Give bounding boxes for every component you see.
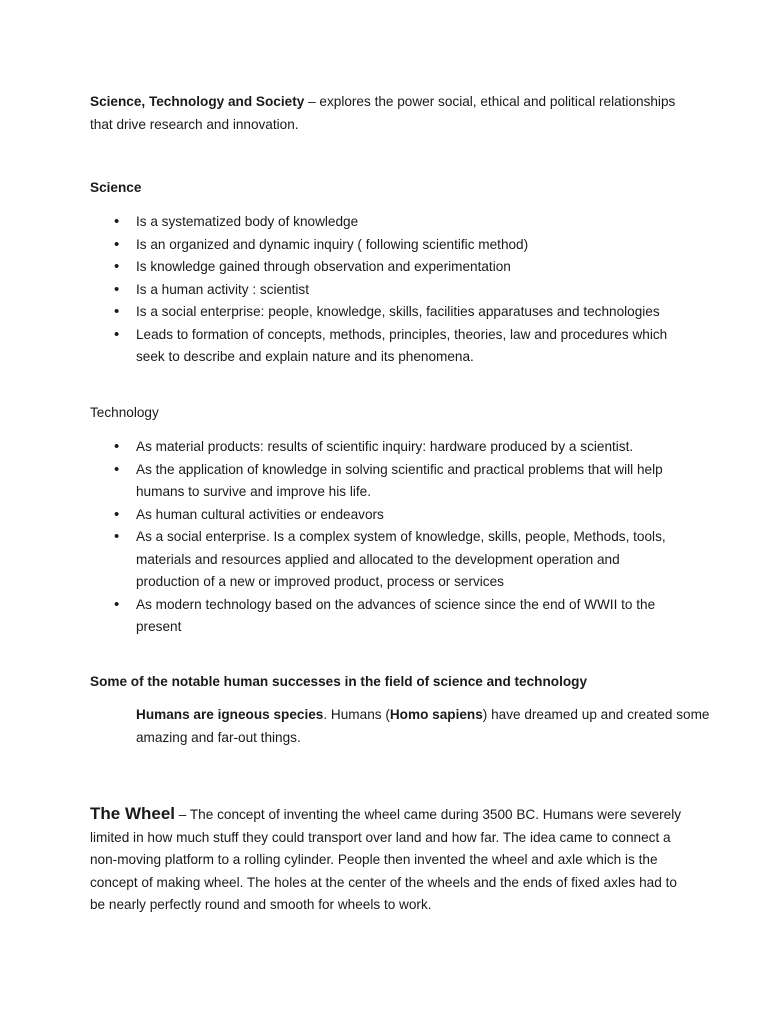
list-item: • As a social enterprise. Is a complex system of knowledge, skills, people, Methods, tools, materials and resources applied and allocated to the development operation and production of a new or improved product, process or services xyxy=(90,526,686,594)
intro-text: – explores the power social, ethical and political relationships that drive research and innovation. xyxy=(90,94,676,132)
intro-paragraph xyxy=(90,91,686,136)
list-item: • Is a systematized body of knowledge xyxy=(90,211,686,234)
wheel-paragraph xyxy=(90,803,686,917)
intro-title: Science, Technology and Society xyxy=(90,94,305,109)
list-item: • Is knowledge gained through observation and experimentation xyxy=(90,256,686,279)
successes-bold-2: Homo sapiens xyxy=(389,707,483,722)
successes-paragraph xyxy=(90,704,732,749)
technology-heading: Technology xyxy=(90,405,159,420)
successes-text-2: ) have dreamed up and created some amazing and far-out things. xyxy=(136,707,710,745)
successes-heading: Some of the notable human successes in the field of science and technology xyxy=(90,674,588,689)
list-item: • As modern technology based on the advances of science since the end of WWII to the present xyxy=(90,594,686,639)
wheel-text: – The concept of inventing the wheel came during 3500 BC. Humans were severely limited in how much stuff they could transport over land and how far. The idea came to connect a non-moving platform to a rolling cylinder. People then invented the wheel and axle which is the concept of making wheel. The holes at the center of the wheels and the ends of fixed axles had to be nearly perfectly round and smooth for wheels to work. xyxy=(90,807,682,912)
technology-list xyxy=(90,436,686,639)
list-item: • Leads to formation of concepts, methods, principles, theories, law and procedures which seek to describe and explain nature and its phenomena. xyxy=(90,324,686,369)
list-item: • As the application of knowledge in solving scientific and practical problems that will help humans to survive and improve his life. xyxy=(90,459,686,504)
list-item: • As material products: results of scientific inquiry: hardware produced by a scientist. xyxy=(90,436,686,459)
wheel-title: The Wheel xyxy=(90,804,176,823)
successes-text-1: . Humans ( xyxy=(323,707,390,722)
list-item: • As human cultural activities or endeavors xyxy=(90,504,686,527)
science-list xyxy=(90,211,686,369)
successes-bold-1: Humans are igneous species xyxy=(136,707,324,722)
list-item: • Is a social enterprise: people, knowledge, skills, facilities apparatuses and technologies xyxy=(90,301,686,324)
list-item: • Is a human activity : scientist xyxy=(90,279,686,302)
list-item: • Is an organized and dynamic inquiry ( following scientific method) xyxy=(90,234,686,257)
science-heading: Science xyxy=(90,180,142,195)
